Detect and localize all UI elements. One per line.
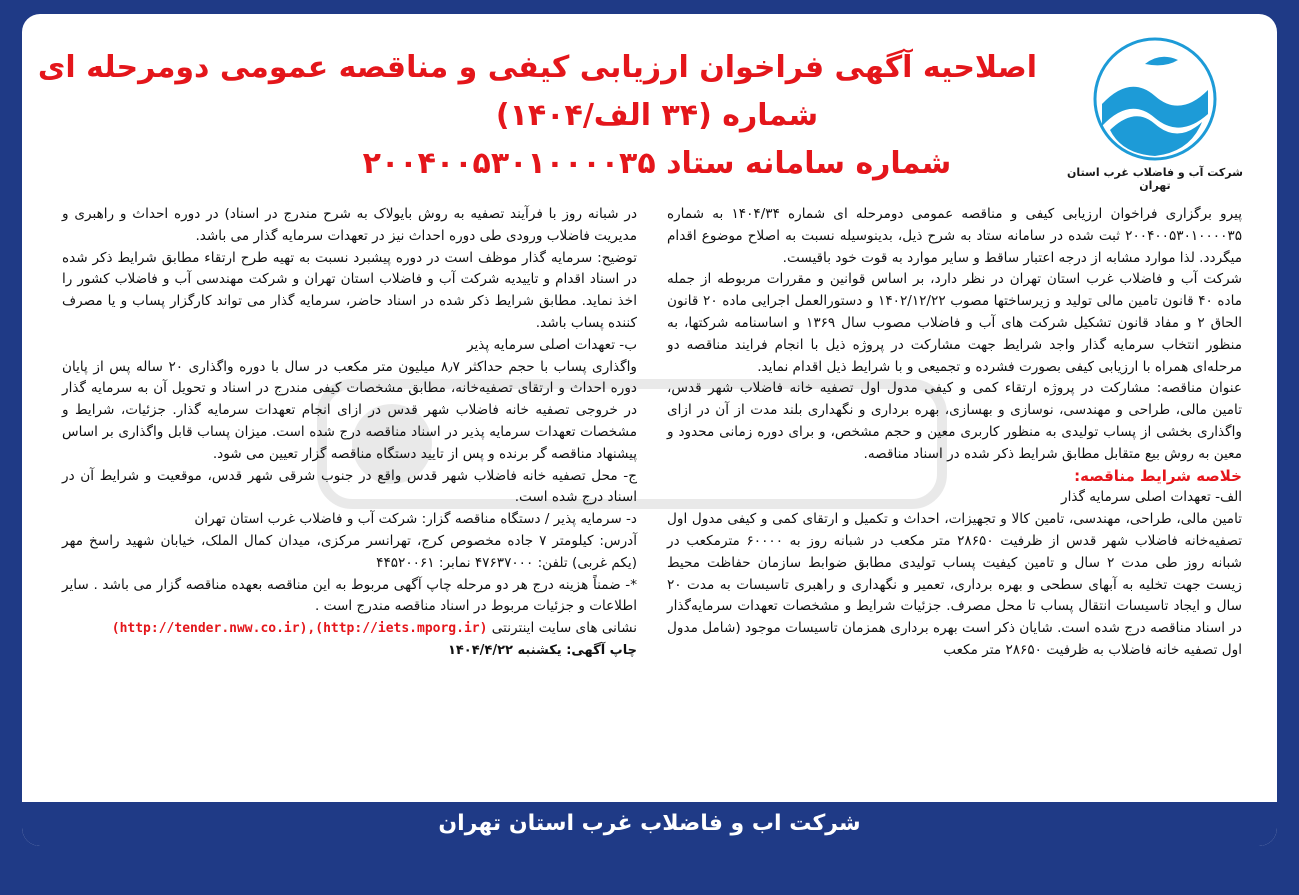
- summary-heading: خلاصه شرایط مناقصه:: [1074, 466, 1242, 485]
- websites-label: نشانی های سایت اینترنتی: [491, 620, 637, 637]
- body-columns: [62, 204, 1242, 804]
- company-logo: [1055, 34, 1255, 199]
- host-obligations-paragraph: واگذاری پساب با حجم حداکثر ۸٫۷ میلیون متر مکعب در سال با دوره واگذاری ۲۰ ساله پس از پایان دوره احداث و ارتقای تصفیه‌خانه، مطابق مشخصات کیفی مندرج در اسناد و تحویل آن به سرمایه گذار در خروجی تصفیه خانه فاضلاب شهر قدس در ازای انجام تعهدات سرمایه گذار. جزئیات، شرایط و مشخصات تعهدات سرمایه پذیر در اسناد مناقصه درج شده است. میزان پساب قابل واگذاری بر اساس پیشنهاد مناقصه گر برنده و پس از تایید دستگاه مناقصه گزار تعیین می شود.: [62, 358, 637, 462]
- title-block: [37, 44, 1037, 188]
- tender-number: شماره (۳۴ الف/۱۴۰۴): [495, 98, 819, 133]
- announcement-title: اصلاحیه آگهی فراخوان ارزیابی کیفی و مناقصه عمومی دومرحله ای: [37, 50, 1037, 85]
- note-paragraph: توضیح: سرمایه گذار موظف است در دوره پیشبرد نسبت به تهیه طرح ارتقاء مطابق شرایط ذکر شده در اسناد اقدام و تاییدیه شرکت آب و فاضلاب استان تهران و شرکت مهندسی آب و فاضلاب کشور را اخذ نماید. مطابق شرایط ذکر شده در اسناد حاضر، سرمایه گذار می تواند کارگزار پساب و یا مصرف کننده پساب باشد.: [62, 249, 637, 331]
- websites-line: [62, 618, 637, 640]
- address-paragraph: آدرس: کیلومتر ۷ جاده مخصوص کرج، تهرانسر مرکزی، میدان کمال الملک، خیابان شهید راسخ مهر (یکم غربی) تلفن: ۴۷۶۳۷۰۰۰ نمابر: ۴۴۵۲۰۰۶۱: [62, 532, 637, 571]
- tender-authority-paragraph: د- سرمایه پذیر / دستگاه مناقصه گزار: شرکت آب و فاضلاب غرب استان تهران: [194, 511, 637, 528]
- websites-links: (http://tender.nww.co.ir),(http://iets.mporg.ir): [111, 621, 488, 637]
- site-link-tender[interactable]: (http://tender.nww.co.ir): [111, 621, 308, 637]
- setad-number: شماره سامانه ستاد ۲۰۰۴۰۰۵۳۰۱۰۰۰۰۳۵: [362, 146, 952, 181]
- continuation-paragraph: در شبانه روز با فرآیند تصفیه به روش بایولاک به شرح مندرج در اسناد) در دوره احداث و راهبری و مدیریت فاضلاب ورودی طی دوره احداث نیز در تعهدات سرمایه گذار می باشد.: [62, 206, 637, 244]
- host-obligations-heading: ب- تعهدات اصلی سرمایه پذیر: [466, 336, 637, 353]
- tender-subject-paragraph: عنوان مناقصه: مشارکت در پروژه ارتقاء کمی و کیفی مدول اول تصفیه خانه فاضلاب شهر قدس، تامین مالی، طراحی و مهندسی، نوسازی و بهسازی، بهره برداری و نگهداری بلند مدت از آن در ازای واگذاری بخشی از پساب تولیدی به منظور کاربری معین و حجم مشخص، و برای دوره زمانی محدود و معین به روش بیع متقابل مطابق شرایط ذکر شده در اسناد مناقصه.: [667, 380, 1242, 462]
- logo-caption: شرکت آب و فاضلاب غرب استان تهران: [1067, 166, 1243, 192]
- announcement-page: [22, 14, 1277, 846]
- print-date: چاپ آگهی: یکشنبه ۱۴۰۴/۴/۲۲: [447, 642, 637, 658]
- investor-obligations-heading: الف- تعهدات اصلی سرمایه گذار: [1061, 489, 1242, 506]
- investor-obligations-paragraph: تامین مالی، طراحی، مهندسی، تامین کالا و تجهیزات، احداث و تکمیل و ارتقای کمی و کیفی مدول اول تصفیه‌خانه فاضلاب شهر قدس از ظرفیت ۲۸۶۵۰ متر مکعب در شبانه روز به ۶۰۰۰۰ مترمکعب در شبانه روز طی مدت ۲ سال و تامین کیفیت پساب تولیدی مطابق ضوابط سازمان حفاظت محیط زیست جهت تخلیه به آبهای سطحی و بهره برداری، تعمیر و نگهداری و راهبری تاسیسات به مدت ۲۰ سال و ایجاد تاسیسات انتقال پساب تا محل مصرف. جزئیات شرایط و مشخصات تعهدات سرمایه‌گذار در اسناد مناقصه درج شده است. شایان ذکر است بهره برداری همزمان تاسیسات موجود (شامل مدول اول تصفیه خانه فاضلاب به ظرفیت ۲۸۶۵۰ متر مکعب: [667, 511, 1242, 658]
- intro-paragraph: پیرو برگزاری فراخوان ارزیابی کیفی و مناقصه عمومی دومرحله ای شماره ۱۴۰۴/۳۴ به شماره ۲۰۰۴۰۰۵۳۰۱۰۰۰۰۳۵ ثبت شده در سامانه ستاد به شرح ذیل، بدینوسیله نسبت به اصلاح موضوع اقدام میگردد. لذا موارد مشابه از درجه اعتبار ساقط و سایر موارد به قوت خود باقیست.: [667, 206, 1242, 266]
- header: [22, 14, 1277, 199]
- legal-basis-paragraph: شرکت آب و فاضلاب غرب استان تهران در نظر دارد، بر اساس قوانین و مقررات مربوطه از جمله ماده ۴۰ قانون تامین مالی تولید و زیرساختها مصوب ۱۴۰۲/۱۲/۲۲ و دستورالعمل اجرایی ماده ۲۰ قانون الحاق ۲ و مفاد قانون تشکیل شرکت های آب و فاضلاب مصوب سال ۱۳۶۹ و اساسنامه شرکتها، به منظور انتخاب سرمایه گذار واجد شرایط جهت مشارکت در پروژه ذیل با انجام فرایند مناقصه دو مرحله‌ای همراه با ارزیابی کیفی بصورت فشرده و تجمیعی و با شرایط ذیل اقدام نماید.: [667, 271, 1243, 375]
- water-wave-logo-icon: [1090, 34, 1220, 164]
- right-column: [667, 204, 1242, 662]
- footer-company-name: شرکت اب و فاضلاب غرب استان تهران: [438, 811, 861, 836]
- footer-bar: [22, 802, 1277, 846]
- site-link-iets[interactable]: (http://iets.mporg.ir): [315, 621, 488, 637]
- left-column: [62, 204, 637, 662]
- location-paragraph: ج- محل تصفیه خانه فاضلاب شهر قدس واقع در جنوب شرقی شهر قدس، موقعیت و شرایط آن در اسناد درج شده است.: [62, 467, 637, 506]
- cost-note-paragraph: *- ضمناً هزینه درج هر دو مرحله چاپ آگهی مربوط به این مناقصه بعهده مناقصه گزار می باشد . سایر اطلاعات و جزئیات مربوط در اسناد مناقصه مندرج است .: [62, 576, 637, 615]
